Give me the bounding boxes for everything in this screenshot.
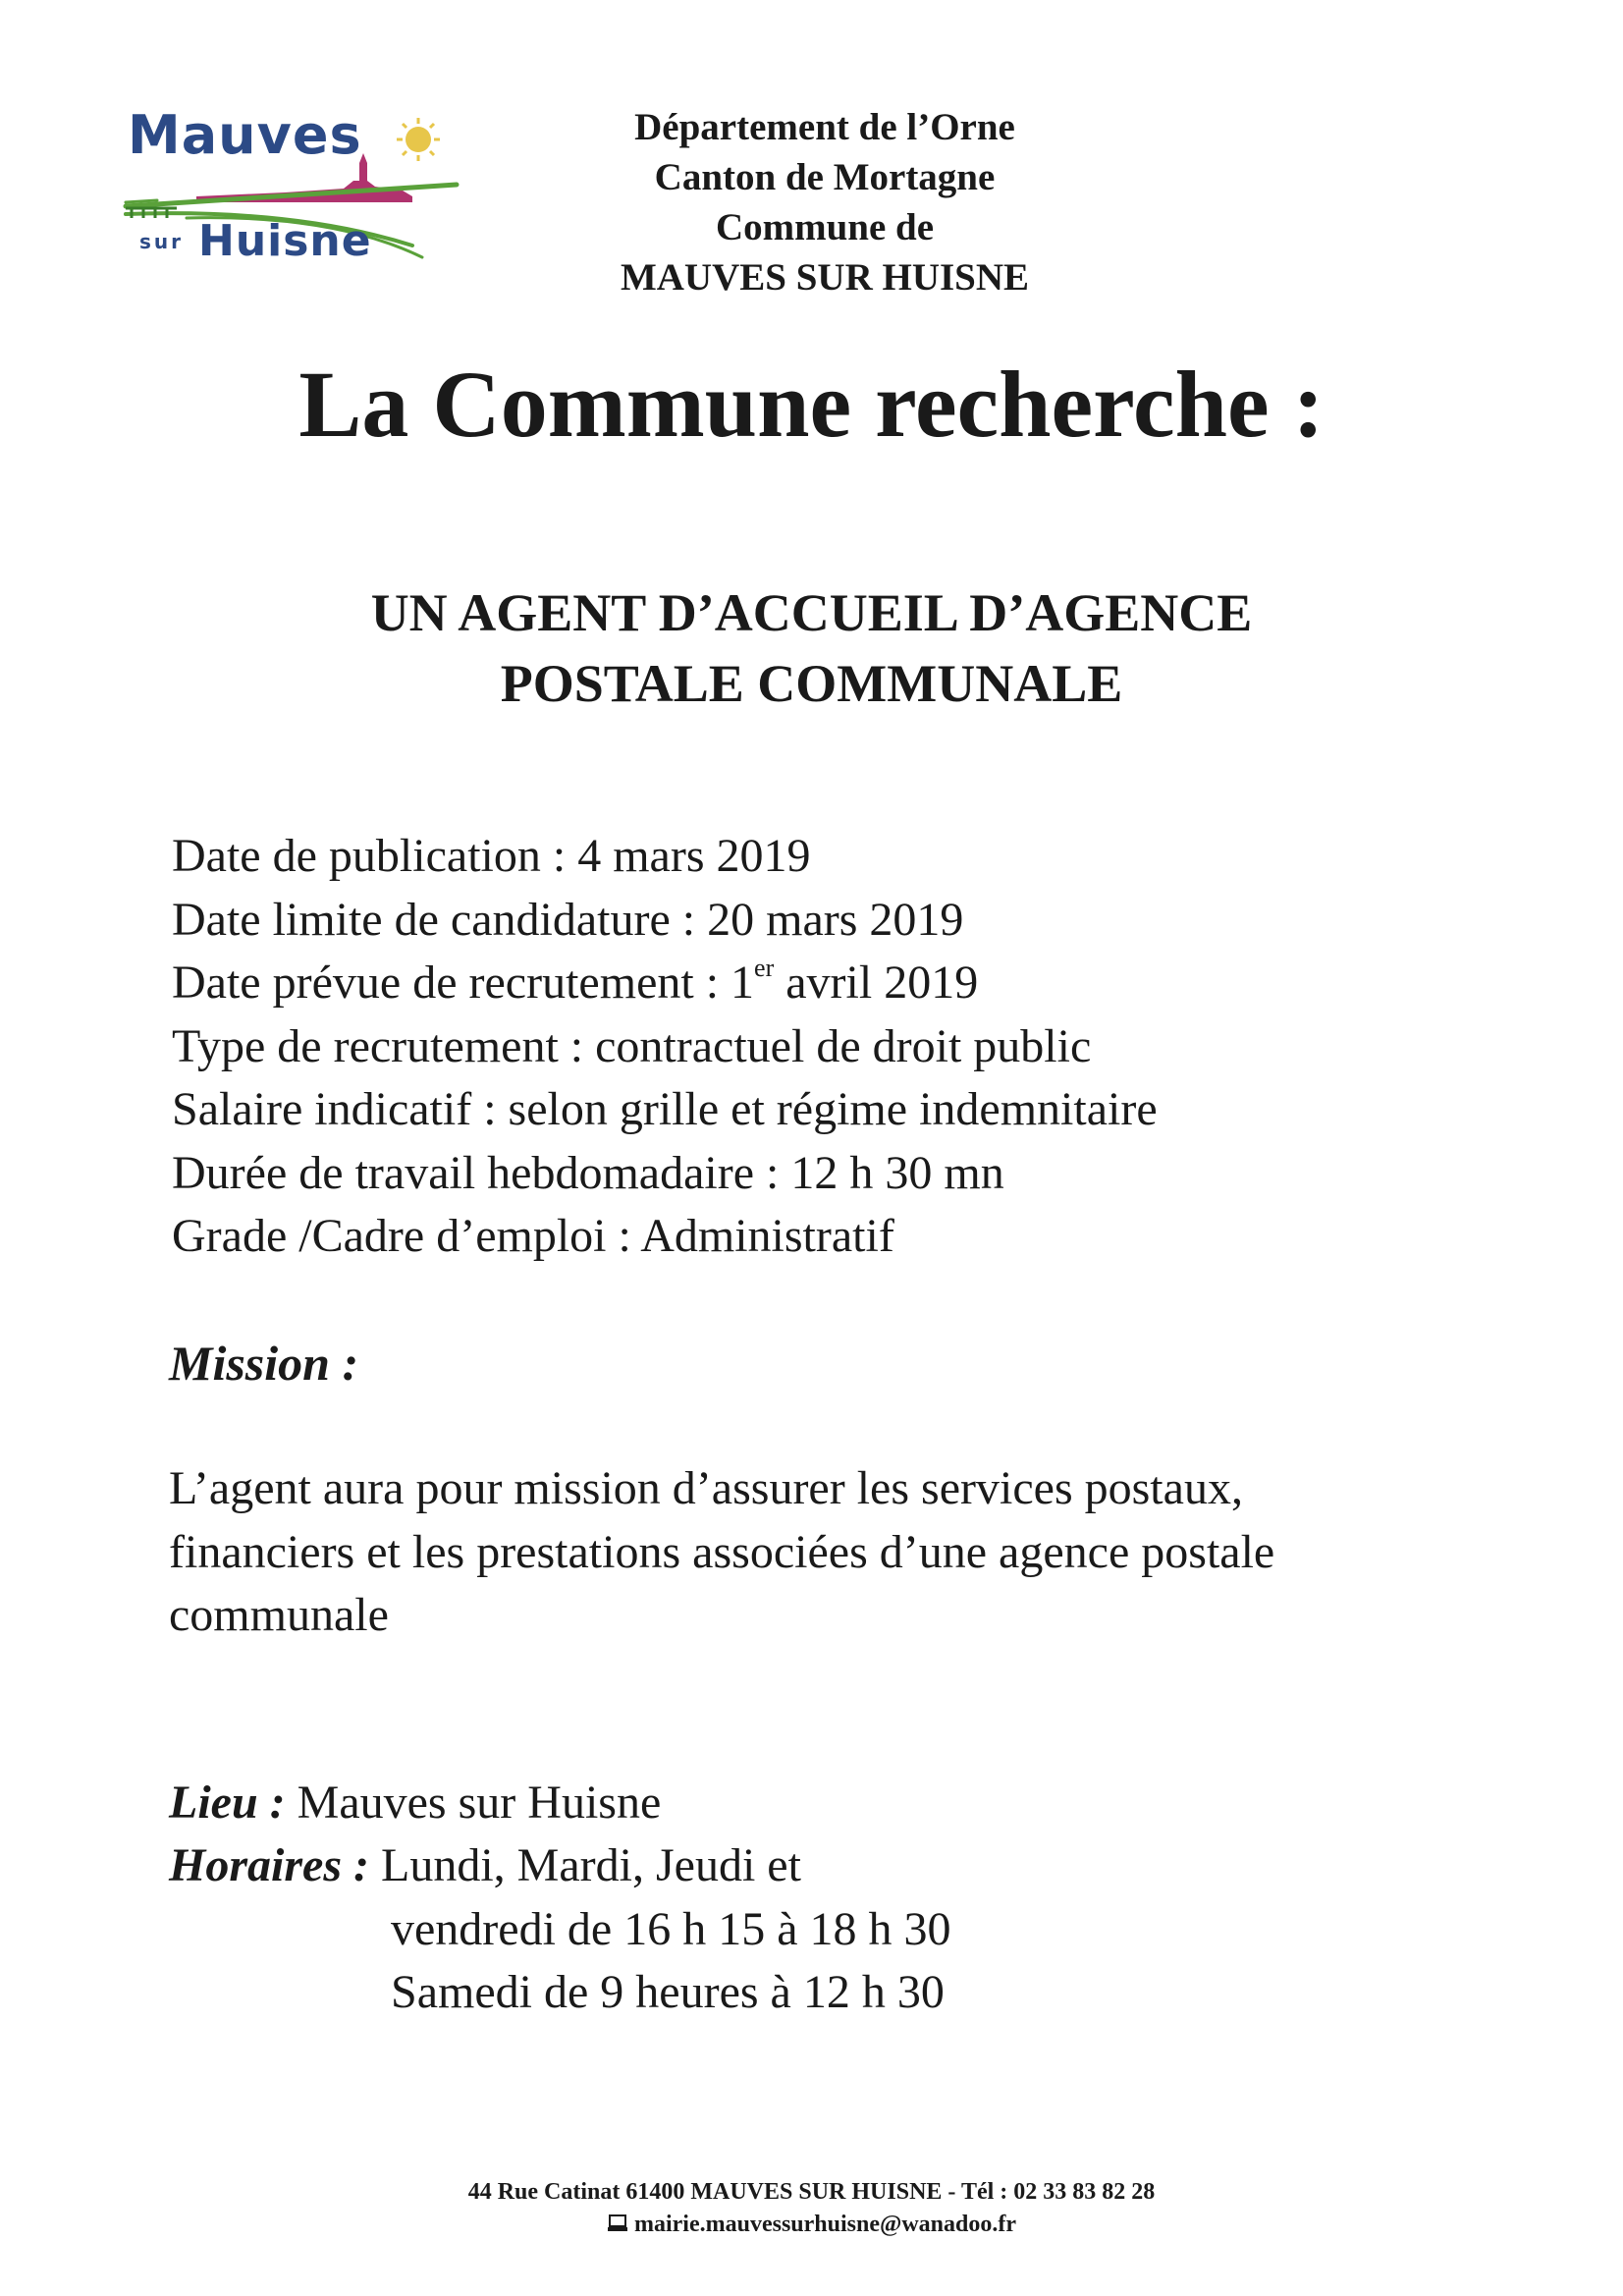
page-title: La Commune recherche : [298,352,1325,457]
schedule [169,1834,951,2025]
footer-email[interactable]: mairie.mauvessurhuisne@wanadoo.fr [633,2212,1016,2237]
schedule-line-2: vendredi de 16 h 15 à 18 h 30 [391,1902,951,1955]
logo-text-huisne: Huisne [198,216,372,266]
mission-line-1: L’agent aura pour mission d’assurer les services postaux, [169,1462,1243,1514]
job-title [0,577,1623,719]
mission-line-2: financiers et les prestations associées d’une agence postale [169,1525,1275,1578]
header-department: Département de l’Orne [634,106,1015,148]
job-title-line-1: UN AGENT D’ACCUEIL D’AGENCE [370,583,1253,642]
sun-icon [397,118,440,161]
mission-text [169,1457,1274,1648]
header-commune-name: MAUVES SUR HUISNE [620,256,1030,299]
detail-publication-date: Date de publication : 4 mars 2019 [172,830,811,882]
footer [0,2176,1623,2243]
detail-deadline: Date limite de candidature : 20 mars 2019 [172,893,964,946]
commune-logo [118,98,471,285]
footer-address: 44 Rue Catinat 61400 MAUVES SUR HUISNE - Tél : 02 33 83 82 28 [467,2179,1156,2205]
header-canton: Canton de Mortagne [654,156,996,198]
job-details [172,825,1158,1269]
schedule-line-1 [169,1834,951,1898]
footer-email-row [0,2209,1623,2243]
detail-salary: Salaire indicatif : selon grille et régime indemnitaire [172,1083,1158,1135]
job-title-line-2: POSTALE COMMUNALE [500,654,1123,713]
detail-recruitment-type: Type de recrutement : contractuel de droit public [172,1019,1092,1072]
detail-recruitment-date [172,952,1158,1015]
logo-text-sur: sur [139,230,185,253]
header-block [550,102,1100,302]
detail-weekly-hours: Durée de travail hebdomadaire : 12 h 30 mn [172,1146,1004,1199]
schedule-label: Horaires : [169,1839,369,1891]
logo-text-mauves: Mauves [128,104,362,166]
header-commune-label: Commune de [715,206,935,248]
location-label: Lieu : [169,1777,286,1829]
location [169,1772,661,1835]
schedule-line-3: Samedi de 9 heures à 12 h 30 [391,1966,945,2018]
recruitment-date-suffix: avril 2019 [774,957,979,1009]
schedule-days: Lundi, Mardi, Jeudi et [369,1839,801,1891]
detail-grade: Grade /Cadre d’emploi : Administratif [172,1210,894,1262]
computer-icon [607,2211,628,2243]
mission-heading: Mission : [169,1336,359,1391]
recruitment-date-ordinal: er [754,954,775,982]
location-value: Mauves sur Huisne [285,1777,662,1829]
recruitment-date-prefix: Date prévue de recrutement : 1 [172,957,755,1009]
mission-line-3: communale [169,1589,389,1641]
